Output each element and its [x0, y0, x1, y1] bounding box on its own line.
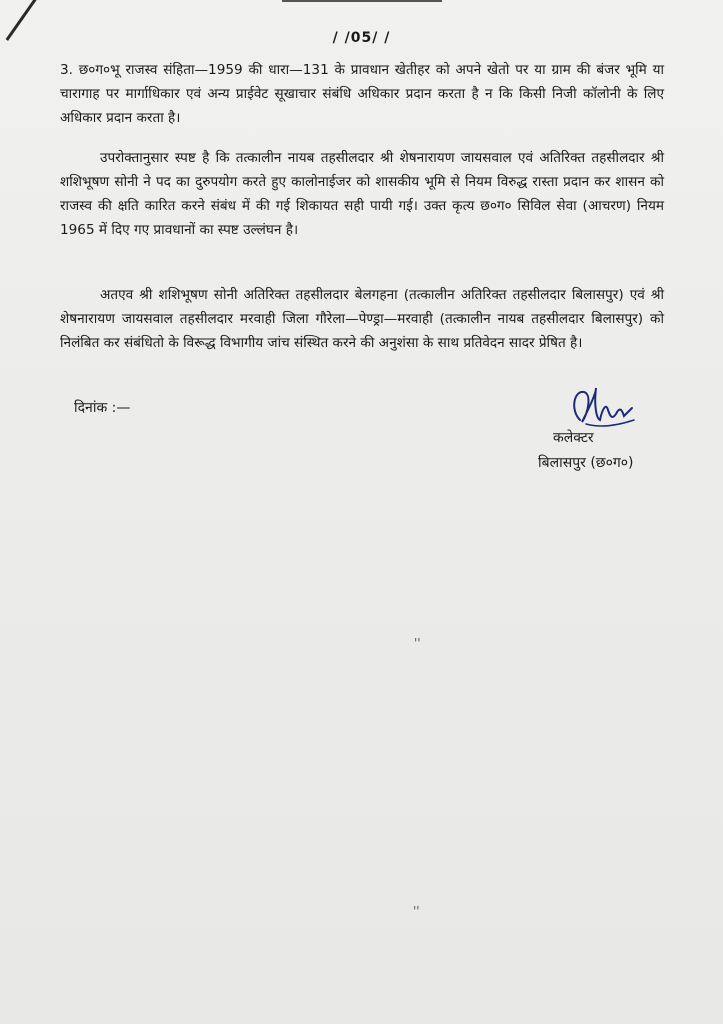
paragraph-findings [60, 146, 664, 242]
margin-mark: '' [413, 904, 420, 918]
signatory-title: कलेक्टर [553, 430, 594, 446]
signatory-place: बिलासपुर (छ०ग०) [538, 455, 634, 471]
paragraph-text: अतएव श्री शशिभूषण सोनी अतिरिक्त तहसीलदार बेलगहना (तत्कालीन अतिरिक्त तहसीलदार बिलासपुर) एवं श्री शेषनारायण जायसवाल तहसीलदार मरवाही जिला गौरेला—पेण्ड्रा—मरवाही (तत्कालीन नायब तहसीलदार बिलासपुर) को निलंबित कर संबंधितो के विरूद्ध विभागीय जांच संस्थित करने की अनुशंसा के साथ प्रतिवेदन सादर प्रेषित है। [60, 287, 664, 351]
paragraph-text: 3. छ०ग०भू राजस्व संहिता—1959 की धारा—131 के प्रावधान खेतीहर को अपने खेतो पर या ग्राम की बंजर भूमि या चारागाह पर मार्गाधिकार एवं अन्य प्राईवेट सूखाचार संबंधि अधिकार प्रदान करता है न कि किसी निजी कॉलोनी के लिए अधिकार प्रदान करता है। [60, 62, 664, 126]
paragraph-section-3 [60, 58, 664, 130]
top-edge-line [282, 0, 442, 2]
paragraph-recommendation [60, 283, 664, 355]
date-label: दिनांक :— [74, 400, 131, 416]
margin-mark: '' [414, 636, 421, 650]
paragraph-text: उपरोक्तानुसार स्पष्ट है कि तत्कालीन नायब तहसीलदार श्री शेषनारायण जायसवाल एवं अतिरिक्त तहसीलदार श्री शशिभूषण सोनी ने पद का दुरुपयोग करते हुए कालोनाईजर को शासकीय भूमि से नियम विरुद्ध रास्ता प्रदान कर शासन को राजस्व की क्षति कारित करने संबंध में की गई शिकायत सही पायी गई। उक्त कृत्य छ०ग० सिविल सेवा (आचरण) नियम 1965 में दिए गए प्रावधानों का स्पष्ट उल्लंघन है। [60, 150, 664, 238]
page-number: / /05/ / [332, 30, 391, 46]
